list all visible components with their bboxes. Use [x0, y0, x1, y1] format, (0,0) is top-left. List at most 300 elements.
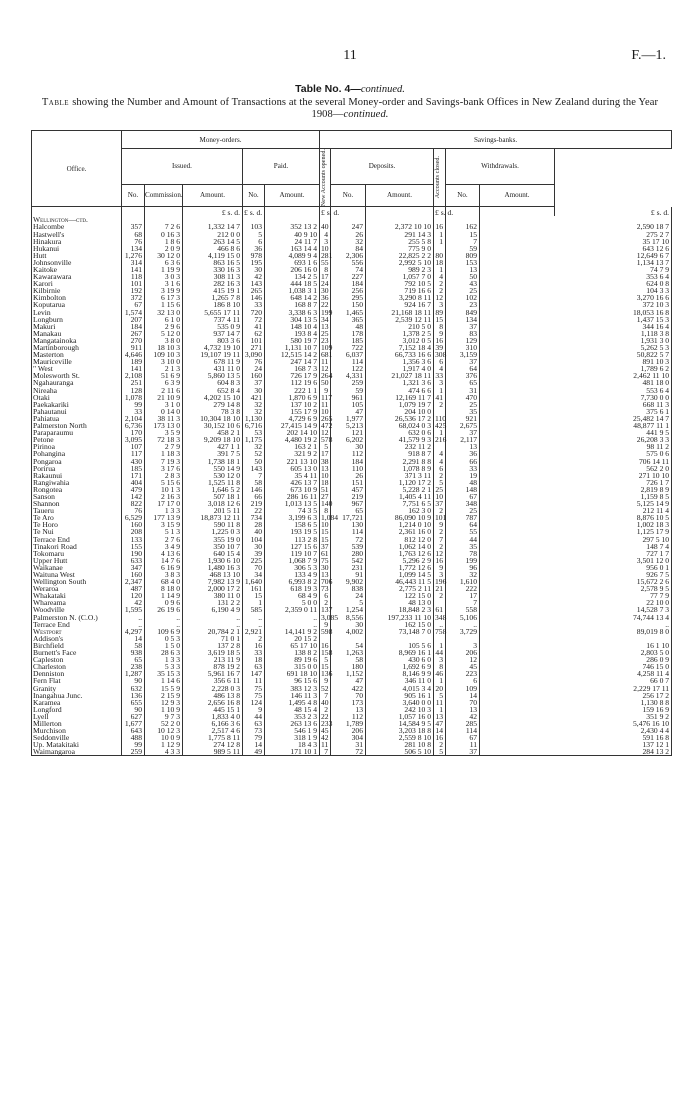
- office-name-cell: Longford: [32, 706, 122, 713]
- value-cell: 35 15 3: [145, 670, 183, 677]
- office-name-cell: Wellington South: [32, 578, 122, 585]
- value-cell: 44: [446, 536, 480, 543]
- value-cell: 163 2 1: [265, 443, 320, 450]
- value-cell: 1: [434, 677, 446, 684]
- value-cell: 65: [122, 656, 145, 663]
- value-cell: 105: [331, 401, 366, 408]
- office-name-cell: Longburn: [32, 316, 122, 323]
- office-name-cell: Charleston: [32, 663, 122, 670]
- value-cell: 681: [321, 350, 333, 360]
- value-cell: 2: [434, 543, 446, 550]
- value-cell: 6 1 0: [145, 316, 183, 323]
- value-cell: 5,228 2 1: [366, 486, 434, 493]
- unit-cell: [145, 207, 183, 217]
- value-cell: 2: [434, 592, 446, 599]
- value-cell: ..: [265, 614, 320, 621]
- value-cell: 1,437 15 3: [480, 316, 672, 323]
- value-cell: 352 13 2: [265, 223, 320, 230]
- value-cell: 34: [243, 571, 265, 578]
- value-cell: 122: [331, 365, 366, 372]
- value-cell: 53: [243, 429, 265, 436]
- value-cell: 1,175: [243, 436, 265, 443]
- value-cell: 143: [243, 465, 265, 472]
- value-cell: 3,085: [321, 612, 339, 622]
- value-cell: 598: [321, 626, 333, 636]
- value-cell: 1 3 3: [145, 656, 183, 663]
- office-name-cell: Waikanae: [32, 564, 122, 571]
- value-cell: 1: [434, 642, 446, 649]
- value-cell: 726 17 9: [265, 372, 320, 379]
- value-cell: 7: [320, 692, 331, 699]
- value-cell: 12: [321, 364, 329, 374]
- value-cell: 101: [122, 280, 145, 287]
- value-cell: 355 19 0: [183, 536, 243, 543]
- value-cell: 7 2 6: [145, 223, 183, 230]
- value-cell: 5,213: [331, 422, 366, 429]
- office-name-cell: Wellington—ctd.: [32, 216, 122, 223]
- value-cell: 2,117: [446, 436, 480, 443]
- value-cell: 160: [243, 372, 265, 379]
- office-name-cell: Pohangina: [32, 450, 122, 457]
- value-cell: 1,646 5 2: [183, 486, 243, 493]
- value-cell: 101: [435, 513, 447, 523]
- value-cell: 19,107 19 11: [183, 351, 243, 358]
- value-cell: 259: [331, 379, 366, 386]
- value-cell: 74,744 13 4: [480, 614, 672, 621]
- value-cell: 70: [446, 699, 480, 706]
- value-cell: 6: [434, 465, 446, 472]
- value-cell: 30: [243, 543, 265, 550]
- value-cell: 11: [320, 741, 331, 748]
- value-cell: 107: [122, 443, 145, 450]
- value-cell: 21 10 9: [145, 394, 183, 401]
- value-cell: 2: [320, 706, 331, 713]
- value-cell: 1: [434, 266, 446, 273]
- value-cell: 3,159: [446, 351, 480, 358]
- value-cell: 1,525 11 8: [183, 479, 243, 486]
- office-name-cell: Pirinoa: [32, 443, 122, 450]
- value-cell: 1,062 14 0: [366, 543, 434, 550]
- value-cell: 160: [122, 571, 145, 578]
- value-cell: 3 15 9: [145, 521, 183, 528]
- value-cell: 32: [243, 408, 265, 415]
- value-cell: 1,930 6 10: [183, 557, 243, 564]
- header-issued: Issued.: [122, 149, 243, 185]
- value-cell: 1,263: [331, 649, 366, 656]
- value-cell: 13: [446, 266, 480, 273]
- value-cell: 71 0 1: [183, 635, 243, 642]
- office-name-cell: Waimangaroa: [32, 748, 122, 756]
- value-cell: 353 2 3: [265, 713, 320, 720]
- value-cell: 4,732 19 10: [183, 344, 243, 351]
- value-cell: 206: [331, 727, 366, 734]
- value-cell: 265: [321, 413, 333, 423]
- value-cell: 68,024 0 3: [366, 422, 434, 429]
- office-name-cell: Masterton: [32, 351, 122, 358]
- value-cell: 3,619 18 5: [183, 649, 243, 656]
- value-cell: 14,528 7 3: [480, 606, 672, 613]
- value-cell: 168 8 7: [265, 301, 320, 308]
- value-cell: 17: [446, 592, 480, 599]
- value-cell: 13: [434, 713, 446, 720]
- value-cell: 691 18 10: [265, 670, 320, 677]
- value-cell: 25: [446, 287, 480, 294]
- value-cell: 153: [446, 259, 480, 266]
- value-cell: 286 0 9: [480, 656, 672, 663]
- value-cell: 159 16 9: [480, 706, 672, 713]
- value-cell: 158: [321, 648, 333, 658]
- value-cell: 8 18 0: [145, 585, 183, 592]
- value-cell: 22 10 0: [480, 599, 672, 606]
- value-cell: 192: [122, 287, 145, 294]
- value-cell: 5,296 2 9: [366, 557, 434, 564]
- office-name-cell: Capleston: [32, 656, 122, 663]
- value-cell: 68: [122, 231, 145, 238]
- value-cell: 6 3 6: [145, 259, 183, 266]
- value-cell: 109: [321, 343, 333, 352]
- office-name-cell: Fern Flat: [32, 677, 122, 684]
- unit-cell: [122, 207, 145, 217]
- value-cell: 50: [243, 458, 265, 465]
- value-cell: 422: [331, 685, 366, 692]
- value-cell: 30: [331, 443, 366, 450]
- office-name-cell: Paekakariki: [32, 401, 122, 408]
- value-cell: 274 12 8: [183, 741, 243, 748]
- value-cell: 295: [331, 294, 366, 301]
- value-cell: 673 10 9: [265, 486, 320, 493]
- value-cell: 202 14 10: [265, 429, 320, 436]
- office-name-cell: Up. Matakitaki: [32, 741, 122, 748]
- value-cell: 3 0 3: [145, 273, 183, 280]
- value-cell: 5,262 5 3: [480, 344, 672, 351]
- value-cell: 356 6 11: [183, 677, 243, 684]
- office-name-cell: Ngahauranga: [32, 379, 122, 386]
- table-row: [32, 500, 672, 507]
- header-amount: Amount.: [480, 184, 555, 207]
- value-cell: 372: [122, 294, 145, 301]
- value-cell: 32 13 0: [145, 309, 183, 316]
- value-cell: 76: [243, 358, 265, 365]
- office-name-cell: Terrace End: [32, 621, 122, 628]
- office-name-cell: Halcombe: [32, 223, 122, 230]
- value-cell: 347: [122, 564, 145, 571]
- office-name-cell: Petone: [32, 436, 122, 443]
- value-cell: 180: [331, 663, 366, 670]
- value-cell: 372 10 3: [480, 301, 672, 308]
- value-cell: 7: [446, 599, 480, 606]
- value-cell: 863 16 5: [183, 259, 243, 266]
- value-cell: 4,729 6 9: [265, 415, 320, 422]
- office-name-cell: Weraroa: [32, 585, 122, 592]
- value-cell: 89 19 6: [265, 656, 320, 663]
- value-cell: 926 7 5: [480, 571, 672, 578]
- office-name-cell: Birchfield: [32, 642, 122, 649]
- value-cell: 1,131 10 7: [265, 344, 320, 351]
- value-cell: 189: [122, 358, 145, 365]
- value-cell: 4: [434, 365, 446, 372]
- value-cell: 193 8 4: [265, 330, 320, 337]
- value-cell: 146 11 3: [265, 692, 320, 699]
- header-no: No.: [331, 184, 366, 207]
- value-cell: 8,556: [331, 614, 366, 621]
- value-cell: 35 17 10: [480, 238, 672, 245]
- value-cell: 65: [331, 507, 366, 514]
- value-cell: 2,517 4 6: [183, 727, 243, 734]
- value-cell: 605 13 0: [265, 465, 320, 472]
- value-cell: 32: [243, 401, 265, 408]
- table-body: [32, 207, 672, 756]
- table-row: [32, 316, 672, 323]
- value-cell: 25: [446, 507, 480, 514]
- value-cell: 267: [122, 330, 145, 337]
- value-cell: 48: [446, 479, 480, 486]
- value-cell: 787: [446, 514, 480, 521]
- value-cell: 481 18 0: [480, 379, 672, 386]
- value-cell: 580 19 7: [265, 337, 320, 344]
- value-cell: 148 7 4: [480, 543, 672, 550]
- value-cell: 26: [331, 472, 366, 479]
- value-cell: 138 8 2: [265, 649, 320, 656]
- value-cell: 2,291 8 8: [366, 458, 434, 465]
- value-cell: 445 15 1: [183, 706, 243, 713]
- value-cell: 26 19 6: [145, 606, 183, 613]
- value-cell: 3,501 12 0: [480, 557, 672, 564]
- value-cell: 75: [243, 692, 265, 699]
- value-cell: 304: [331, 734, 366, 741]
- value-cell: 118: [122, 273, 145, 280]
- value-cell: 15: [446, 231, 480, 238]
- value-cell: 279 14 8: [183, 401, 243, 408]
- value-cell: 506 5 10: [366, 748, 434, 756]
- value-cell: 4,089 9 4: [265, 252, 320, 259]
- value-cell: 150: [331, 301, 366, 308]
- table-row: [32, 734, 672, 741]
- value-cell: 10: [321, 243, 329, 253]
- value-cell: 7,982 13 9: [183, 578, 243, 585]
- value-cell: 7: [320, 748, 331, 756]
- value-cell: 3: [434, 571, 446, 578]
- value-cell: 58: [331, 656, 366, 663]
- value-cell: 24 11 7: [265, 238, 320, 245]
- value-cell: 1,763 12 6: [366, 550, 434, 557]
- value-cell: 18: [321, 477, 329, 487]
- value-cell: 158 6 5: [265, 521, 320, 528]
- value-cell: 304 13 5: [265, 316, 320, 323]
- value-cell: 1,084: [321, 513, 339, 523]
- value-cell: 109 6 9: [145, 628, 183, 635]
- value-cell: 80: [434, 252, 446, 259]
- value-cell: 54: [331, 642, 366, 649]
- value-cell: 678 11 9: [183, 358, 243, 365]
- value-cell: 1,068 7 9: [265, 557, 320, 564]
- value-cell: 134 2 5: [265, 273, 320, 280]
- header-amount: Amount.: [265, 184, 320, 207]
- value-cell: 148 10 4: [265, 323, 320, 330]
- value-cell: 12: [434, 550, 446, 557]
- value-cell: 6,736: [122, 422, 145, 429]
- value-cell: 4,480 19 2: [265, 436, 320, 443]
- value-cell: 2 11 6: [145, 387, 183, 394]
- value-cell: 46: [434, 670, 446, 677]
- table-row: [32, 699, 672, 706]
- value-cell: 9: [243, 706, 265, 713]
- office-name-cell: Sanson: [32, 493, 122, 500]
- value-cell: 271 10 10: [480, 472, 672, 479]
- value-cell: 3: [446, 642, 480, 649]
- value-cell: 44: [243, 713, 265, 720]
- unit-cell: £ s. d.: [243, 207, 265, 217]
- value-cell: 32: [446, 571, 480, 578]
- value-cell: 632: [122, 685, 145, 692]
- value-cell: 9,902: [331, 578, 366, 585]
- value-cell: 137 2 8: [183, 642, 243, 649]
- value-cell: 98 11 2: [480, 443, 672, 450]
- value-cell: 19: [446, 472, 480, 479]
- unit-cell: £ s. d.: [321, 208, 340, 218]
- value-cell: 285: [446, 720, 480, 727]
- value-cell: 1,378 2 5: [366, 330, 434, 337]
- office-name-cell: Manakau: [32, 330, 122, 337]
- value-cell: 365: [331, 316, 366, 323]
- value-cell: 578: [321, 435, 333, 445]
- table-row: [32, 628, 672, 635]
- value-cell: 25: [434, 486, 446, 493]
- value-cell: 1,287: [122, 670, 145, 677]
- value-cell: 64: [446, 365, 480, 372]
- value-cell: 746 15 0: [480, 663, 672, 670]
- value-cell: 1,574: [122, 309, 145, 316]
- value-cell: 2 8 3: [145, 472, 183, 479]
- value-cell: 136: [122, 692, 145, 699]
- value-cell: 112: [331, 713, 366, 720]
- value-cell: 643: [122, 727, 145, 734]
- value-cell: 18 10 3: [145, 344, 183, 351]
- value-cell: 310: [446, 344, 480, 351]
- value-cell: 6: [320, 592, 331, 599]
- office-name-cell: Hastwell's: [32, 231, 122, 238]
- value-cell: 2,000 17 2: [183, 585, 243, 592]
- value-cell: 15: [321, 534, 329, 544]
- value-cell: 121: [331, 429, 366, 436]
- value-cell: 719 16 6: [366, 287, 434, 294]
- office-name-cell: Murchison: [32, 727, 122, 734]
- value-cell: 918 8 7: [366, 450, 434, 457]
- value-cell: ..: [480, 621, 672, 628]
- value-cell: 32: [331, 238, 366, 245]
- value-cell: 50: [446, 273, 480, 280]
- value-cell: 42: [243, 273, 265, 280]
- office-name-cell: Kilbirnie: [32, 287, 122, 294]
- header-accounts-closed: Accounts closed.: [434, 149, 446, 207]
- value-cell: 632 0 6: [366, 429, 434, 436]
- value-cell: 112: [331, 450, 366, 457]
- value-cell: 720: [243, 309, 265, 316]
- value-cell: 10: [434, 493, 446, 500]
- value-cell: 37: [321, 541, 329, 551]
- value-cell: 758: [435, 626, 447, 636]
- office-name-cell: Rangiwahia: [32, 479, 122, 486]
- value-cell: 89,019 8 0: [480, 628, 672, 635]
- value-cell: 2,372 10 10: [366, 223, 434, 230]
- value-cell: 291 14 3: [366, 231, 434, 238]
- office-name-cell: Molesworth St.: [32, 372, 122, 379]
- value-cell: 221 13 10: [265, 458, 320, 465]
- value-cell: 17,721: [331, 514, 366, 521]
- value-cell: 2,803 5 0: [480, 649, 672, 656]
- table-row: [32, 585, 672, 592]
- value-cell: 212 11 4: [480, 507, 672, 514]
- value-cell: 16: [321, 640, 329, 650]
- value-cell: 3,018 12 6: [183, 500, 243, 507]
- value-cell: 52: [243, 450, 265, 457]
- value-cell: 96: [446, 564, 480, 571]
- office-name-cell: Kimbolton: [32, 294, 122, 301]
- value-cell: 9 7 3: [145, 713, 183, 720]
- value-cell: 24: [243, 365, 265, 372]
- office-name-cell: Levin: [32, 309, 122, 316]
- header-amount: Amount.: [366, 184, 434, 207]
- value-cell: 206: [446, 649, 480, 656]
- value-cell: 109 10 3: [145, 351, 183, 358]
- value-cell: 37: [446, 429, 480, 436]
- value-cell: 101: [243, 337, 265, 344]
- value-cell: 6: [243, 238, 265, 245]
- value-cell: 12: [446, 656, 480, 663]
- value-cell: 286 16 11: [265, 493, 320, 500]
- value-cell: 1,405 4 11: [366, 493, 434, 500]
- value-cell: 35 4 11: [265, 472, 320, 479]
- value-cell: 113 2 8: [265, 536, 320, 543]
- value-cell: 46,443 11 5: [366, 578, 434, 585]
- value-cell: 13: [331, 706, 366, 713]
- value-cell: 1: [434, 387, 446, 394]
- value-cell: 627: [122, 713, 145, 720]
- value-cell: 136: [321, 669, 333, 679]
- value-cell: 77 7 9: [480, 592, 672, 599]
- value-cell: 219: [331, 493, 366, 500]
- value-cell: 956 0 1: [480, 564, 672, 571]
- value-cell: 18: [434, 259, 446, 266]
- value-cell: 13: [321, 570, 329, 579]
- value-cell: 15 5 9: [145, 685, 183, 692]
- value-cell: 17 17 0: [145, 500, 183, 507]
- value-cell: 15: [243, 592, 265, 599]
- value-cell: 466 8 6: [183, 245, 243, 252]
- value-cell: 32: [243, 443, 265, 450]
- value-cell: 5: [243, 231, 265, 238]
- value-cell: 4: [434, 458, 446, 465]
- value-cell: 16: [434, 223, 446, 230]
- value-cell: 96 15 6: [265, 677, 320, 684]
- value-cell: 330 16 3: [183, 266, 243, 273]
- value-cell: 282 16 3: [183, 280, 243, 287]
- value-cell: 27,415 14 9: [265, 422, 320, 429]
- value-cell: 2,775 2 11: [366, 585, 434, 592]
- value-cell: 348: [446, 500, 480, 507]
- value-cell: 79: [243, 734, 265, 741]
- value-cell: 585: [243, 606, 265, 613]
- value-cell: 247 14 7: [265, 358, 320, 365]
- value-cell: 5,125 14 9: [480, 500, 672, 507]
- value-cell: 109: [446, 685, 480, 692]
- value-cell: 104 3 3: [480, 287, 672, 294]
- value-cell: 61: [321, 548, 329, 558]
- value-cell: 178: [331, 330, 366, 337]
- value-cell: 652 8 4: [183, 387, 243, 394]
- value-cell: 2,539 12 11: [366, 316, 434, 323]
- value-cell: 10 0 9: [145, 734, 183, 741]
- value-cell: 643 12 6: [480, 245, 672, 252]
